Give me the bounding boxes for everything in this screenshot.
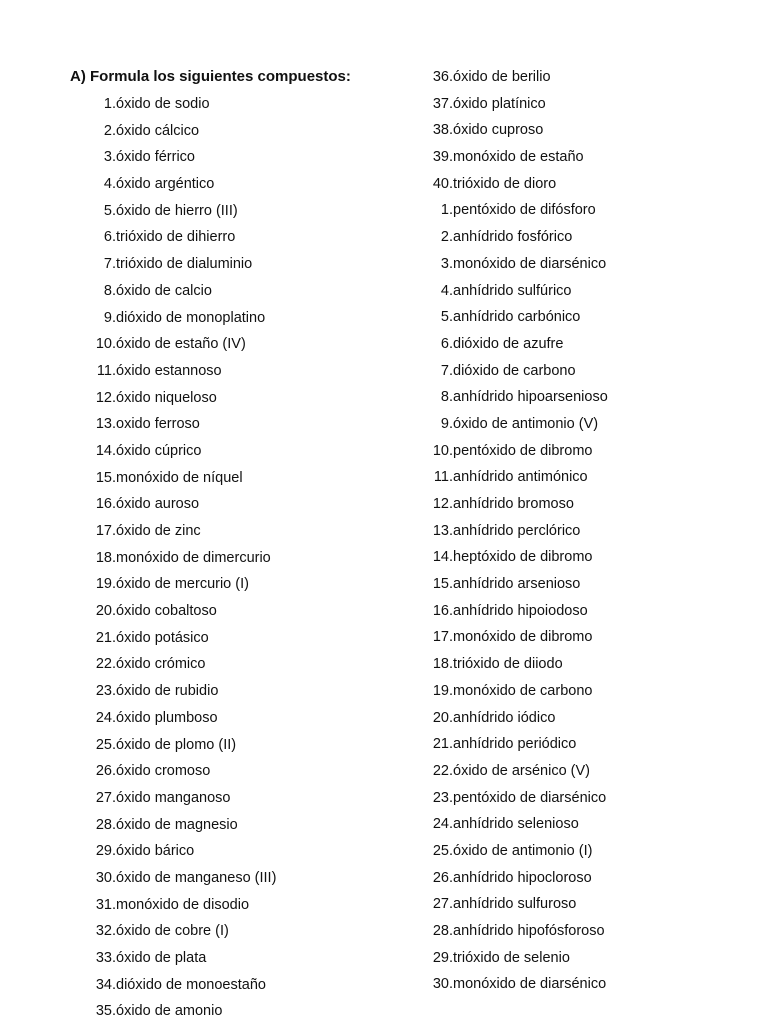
item-number: 13.: [95, 416, 116, 433]
item-number: 16.: [95, 496, 116, 513]
list-item: [418, 651, 608, 678]
item-number: 6.: [440, 335, 453, 352]
list-item: [80, 91, 276, 118]
left-column-list: [80, 91, 276, 1025]
compound-name: óxido cobaltoso: [116, 603, 217, 620]
compound-name: pentóxido de difósforo: [453, 202, 596, 219]
item-number: 27.: [95, 789, 116, 806]
compound-name: anhídrido hipofósforoso: [453, 923, 605, 939]
list-item: [80, 812, 276, 839]
item-number: 19.: [432, 682, 453, 699]
compound-name: óxido crómico: [116, 656, 206, 673]
list-item: [418, 758, 608, 785]
item-number: 21.: [95, 629, 116, 646]
item-number: 23.: [432, 789, 453, 806]
list-item: [418, 171, 608, 198]
item-number: 33.: [95, 950, 116, 966]
compound-name: óxido férrico: [116, 149, 195, 166]
exercise-heading: A) Formula los siguientes compuestos:: [70, 68, 351, 85]
compound-name: óxido de magnesio: [116, 816, 238, 833]
list-item: [80, 411, 276, 438]
item-number: 2.: [440, 229, 453, 246]
item-number: 24.: [95, 709, 116, 726]
item-number: 8.: [440, 389, 453, 406]
compound-name: óxido de antimonio (I): [453, 842, 593, 859]
compound-name: óxido de cobre (I): [116, 923, 229, 940]
list-item: [80, 705, 276, 732]
item-number: 29.: [432, 949, 453, 966]
list-item: [80, 465, 276, 492]
list-item: [418, 438, 608, 465]
compound-name: monóxido de dimercurio: [116, 549, 271, 566]
list-item: [418, 731, 608, 758]
compound-name: anhídrido sulfúrico: [453, 282, 572, 299]
compound-name: anhídrido antimónico: [453, 469, 588, 486]
item-number: 30.: [95, 869, 116, 886]
list-item: [418, 785, 608, 812]
compound-name: anhídrido fosfórico: [453, 229, 573, 246]
item-number: 34.: [95, 976, 116, 993]
item-number: 15.: [432, 576, 453, 593]
compound-name: óxido argéntico: [116, 176, 215, 193]
list-item: [418, 91, 608, 118]
compound-name: dióxido de monoplatino: [116, 309, 266, 326]
compound-name: óxido de mercurio (I): [116, 576, 249, 593]
item-number: 22.: [432, 762, 453, 779]
item-number: 30.: [432, 976, 453, 993]
list-item: [80, 945, 276, 972]
item-number: 14.: [95, 442, 116, 459]
compound-name: monóxido de diarsénico: [453, 255, 607, 272]
item-number: 22.: [95, 656, 116, 673]
item-number: 37.: [432, 95, 453, 112]
list-item: [418, 117, 608, 144]
compound-name: monóxido de diarsénico: [453, 976, 607, 993]
list-item: [418, 144, 608, 171]
compound-name: óxido de plomo (II): [116, 736, 237, 753]
compound-name: pentóxido de diarsénico: [453, 789, 607, 806]
list-item: [418, 197, 608, 224]
item-number: 3.: [103, 149, 116, 166]
item-number: 8.: [103, 282, 116, 299]
item-number: 1.: [103, 96, 116, 112]
right-column-list: [418, 64, 608, 998]
compound-name: oxido ferroso: [116, 416, 200, 433]
compound-name: anhídrido hipocloroso: [453, 869, 592, 886]
compound-name: óxido potásico: [116, 629, 209, 646]
compound-name: anhídrido hipoiodoso: [453, 602, 588, 619]
compound-name: anhídrido perclórico: [453, 522, 581, 539]
item-number: 24.: [432, 816, 453, 833]
compound-name: óxido platínico: [453, 95, 546, 112]
item-number: 26.: [432, 869, 453, 886]
compound-name: trióxido de selenio: [453, 949, 570, 966]
list-item: [80, 571, 276, 598]
compound-name: trióxido de dialuminio: [116, 256, 253, 273]
list-item: [418, 891, 608, 918]
list-item: [80, 358, 276, 385]
list-item: [418, 971, 608, 998]
item-number: 25.: [95, 736, 116, 753]
item-number: 28.: [432, 923, 453, 939]
compound-name: monóxido de carbono: [453, 682, 593, 699]
list-item: [418, 811, 608, 838]
list-item: [80, 118, 276, 145]
compound-name: óxido de arsénico (V): [453, 762, 591, 779]
compound-name: óxido de estaño (IV): [116, 336, 246, 353]
compound-name: óxido de calcio: [116, 282, 212, 299]
item-number: 38.: [432, 122, 453, 139]
item-number: 17.: [432, 629, 453, 646]
list-item: [418, 304, 608, 331]
list-item: [418, 491, 608, 518]
list-item: [80, 865, 276, 892]
list-item: [80, 678, 276, 705]
list-item: [80, 491, 276, 518]
compound-name: monóxido de níquel: [116, 469, 243, 486]
compound-name: óxido cuproso: [453, 122, 544, 139]
list-item: [418, 865, 608, 892]
item-number: 20.: [432, 709, 453, 726]
list-item: [418, 251, 608, 278]
list-item: [80, 198, 276, 225]
compound-name: óxido cromoso: [116, 763, 211, 780]
item-number: 10.: [95, 336, 116, 353]
compound-name: óxido bárico: [116, 843, 195, 860]
list-item: [80, 785, 276, 812]
compound-name: dióxido de azufre: [453, 335, 564, 352]
compound-name: dióxido de monoestaño: [116, 976, 266, 993]
item-number: 4.: [103, 176, 116, 193]
item-number: 6.: [103, 229, 116, 246]
list-item: [80, 651, 276, 678]
item-number: 5.: [103, 202, 116, 219]
item-number: 5.: [440, 309, 453, 326]
item-number: 11.: [96, 362, 116, 379]
item-number: 26.: [95, 763, 116, 780]
compound-name: óxido cálcico: [116, 122, 200, 139]
item-number: 31.: [95, 896, 116, 913]
list-item: [418, 411, 608, 438]
item-number: 2.: [103, 122, 116, 139]
compound-name: óxido manganoso: [116, 789, 231, 806]
compound-name: óxido de hierro (III): [116, 202, 238, 219]
compound-name: óxido de rubidio: [116, 683, 219, 700]
list-item: [418, 838, 608, 865]
list-item: [418, 278, 608, 305]
list-item: [418, 224, 608, 251]
list-item: [418, 945, 608, 972]
item-number: 20.: [95, 603, 116, 620]
item-number: 18.: [95, 549, 116, 566]
compound-name: óxido de zinc: [116, 523, 201, 539]
item-number: 25.: [432, 842, 453, 859]
list-item: [418, 598, 608, 625]
item-number: 11.: [433, 469, 453, 486]
item-number: 29.: [95, 843, 116, 860]
list-item: [418, 571, 608, 598]
list-item: [418, 464, 608, 491]
compound-name: óxido de sodio: [116, 96, 210, 112]
compound-name: trióxido de dioro: [453, 175, 557, 192]
item-number: 27.: [432, 896, 453, 913]
item-number: 9.: [440, 415, 453, 432]
list-item: [80, 251, 276, 278]
item-number: 7.: [440, 362, 453, 379]
compound-name: heptóxido de dibromo: [453, 549, 593, 566]
list-item: [80, 545, 276, 572]
list-item: [418, 384, 608, 411]
item-number: 19.: [95, 576, 116, 593]
compound-name: monóxido de dibromo: [453, 629, 593, 646]
list-item: [80, 438, 276, 465]
list-item: [418, 358, 608, 385]
item-number: 16.: [432, 602, 453, 619]
compound-name: trióxido de dihierro: [116, 229, 236, 246]
compound-name: monóxido de disodio: [116, 896, 250, 913]
compound-name: óxido de berilio: [453, 69, 551, 85]
list-item: [80, 625, 276, 652]
item-number: 9.: [103, 309, 116, 326]
list-item: [80, 838, 276, 865]
item-number: 21.: [432, 736, 453, 753]
item-number: 18.: [432, 656, 453, 673]
list-item: [80, 331, 276, 358]
compound-name: óxido de plata: [116, 950, 207, 966]
list-item: [418, 518, 608, 545]
item-number: 4.: [440, 282, 453, 299]
list-item: [418, 624, 608, 651]
compound-name: anhídrido hipoarsenioso: [453, 389, 608, 406]
list-item: [418, 64, 608, 91]
list-item: [80, 385, 276, 412]
item-number: 32.: [95, 923, 116, 940]
list-item: [80, 998, 276, 1025]
item-number: 15.: [95, 469, 116, 486]
item-number: 12.: [95, 389, 116, 406]
compound-name: trióxido de diiodo: [453, 656, 563, 673]
compound-name: óxido de manganeso (III): [116, 869, 277, 886]
list-item: [418, 918, 608, 945]
compound-name: anhídrido selenioso: [453, 816, 579, 833]
list-item: [80, 732, 276, 759]
compound-name: anhídrido carbónico: [453, 309, 581, 326]
list-item: [418, 331, 608, 358]
item-number: 17.: [95, 523, 116, 539]
compound-name: óxido auroso: [116, 496, 200, 513]
list-item: [418, 544, 608, 571]
list-item: [80, 144, 276, 171]
item-number: 3.: [440, 255, 453, 272]
compound-name: óxido de amonio: [116, 1003, 223, 1020]
compound-name: anhídrido sulfuroso: [453, 896, 577, 913]
list-item: [80, 892, 276, 919]
list-item: [80, 224, 276, 251]
list-item: [80, 918, 276, 945]
compound-name: dióxido de carbono: [453, 362, 576, 379]
compound-name: pentóxido de dibromo: [453, 442, 593, 459]
list-item: [80, 758, 276, 785]
compound-name: óxido plumboso: [116, 709, 218, 726]
compound-name: anhídrido iódico: [453, 709, 556, 726]
compound-name: monóxido de estaño: [453, 149, 584, 166]
item-number: 10.: [432, 442, 453, 459]
compound-name: óxido estannoso: [116, 362, 222, 379]
item-number: 13.: [432, 522, 453, 539]
list-item: [80, 171, 276, 198]
item-number: 35.: [95, 1003, 116, 1020]
compound-name: anhídrido arsenioso: [453, 576, 581, 593]
list-item: [80, 972, 276, 999]
item-number: 23.: [95, 683, 116, 700]
compound-name: anhídrido bromoso: [453, 496, 574, 512]
item-number: 7.: [103, 256, 116, 273]
compound-name: óxido cúprico: [116, 442, 202, 459]
item-number: 39.: [432, 149, 453, 166]
list-item: [80, 305, 276, 332]
compound-name: óxido de antimonio (V): [453, 415, 599, 432]
item-number: 28.: [95, 816, 116, 833]
item-number: 14.: [432, 549, 453, 566]
item-number: 12.: [432, 496, 453, 512]
item-number: 36.: [432, 69, 453, 85]
compound-name: anhídrido periódico: [453, 736, 577, 753]
item-number: 1.: [440, 202, 453, 219]
list-item: [80, 518, 276, 545]
list-item: [418, 678, 608, 705]
item-number: 40.: [432, 175, 453, 192]
list-item: [80, 278, 276, 305]
compound-name: óxido niqueloso: [116, 389, 217, 406]
list-item: [80, 598, 276, 625]
list-item: [418, 705, 608, 732]
